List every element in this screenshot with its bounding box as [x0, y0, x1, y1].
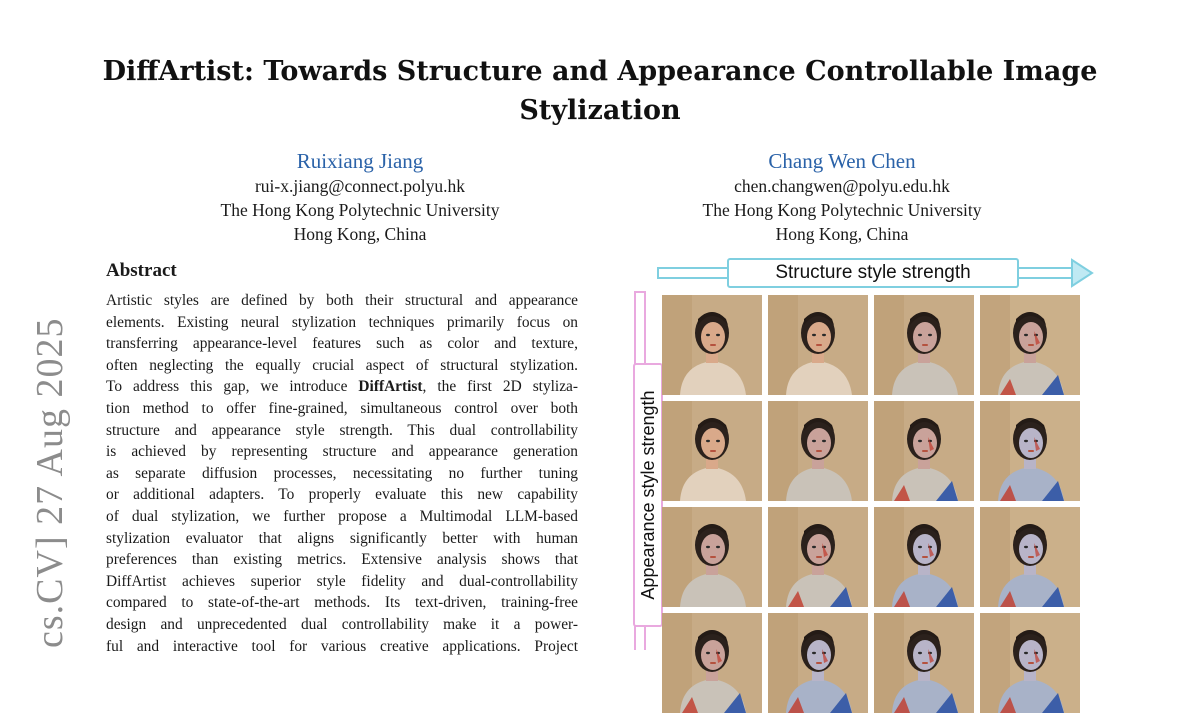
stylized-portrait: [662, 401, 762, 501]
abstract-line: compared to state-of-the-art methods. Its text-driven, training-free: [106, 594, 578, 612]
appearance-strength-label: Appearance style strength: [633, 363, 663, 627]
author-affiliation: The Hong Kong Polytechnic University: [702, 200, 982, 220]
abstract-line: elements. Existing neural stylization techniques primarily focus on: [106, 313, 578, 331]
structure-strength-label: Structure style strength: [727, 258, 1019, 288]
abstract-line: ful and interactive tool for various creative applications. Project: [106, 637, 578, 655]
abstract-line: is achieved by representing structure and appearance generation: [106, 443, 578, 461]
stylized-portrait: [874, 613, 974, 713]
author-email: rui-x.jiang@connect.polyu.hk: [254, 176, 466, 196]
abstract-line: transferring appearance-level features such as color and texture,: [106, 335, 578, 353]
abstract-heading: Abstract: [106, 260, 177, 281]
author-block-1: [160, 148, 560, 246]
stylization-grid: [662, 295, 1080, 713]
abstract-line: To address this gap, we introduce DiffArtist, the first 2D styliza-: [106, 378, 578, 396]
stylized-portrait: [874, 295, 974, 395]
stylized-portrait: [874, 401, 974, 501]
abstract-line: or additional adapters. To properly evaluate this new capability: [106, 486, 578, 504]
abstract-line: structure and appearance style strength. This dual controllability: [106, 421, 578, 439]
abstract-line: design and unprecedented dual controllability make it a power-: [106, 615, 578, 633]
stylized-portrait: [662, 613, 762, 713]
abstract-line: preferences than existing metrics. Extensive analysis shows that: [106, 551, 578, 569]
stylized-portrait: [874, 507, 974, 607]
abstract-line: as separate diffusion processes, necessitating no further tuning: [106, 464, 578, 482]
stylized-portrait: [980, 295, 1080, 395]
stylized-portrait: [768, 613, 868, 713]
stylized-portrait: [980, 613, 1080, 713]
stylized-portrait: [980, 507, 1080, 607]
stylized-portrait: [662, 295, 762, 395]
paper-title: DiffArtist: Towards Structure and Appearance Controllable Image Stylization: [102, 56, 1098, 126]
abstract-line: Artistic styles are defined by both their structural and appearance: [106, 292, 578, 309]
author-block-2: [642, 148, 1042, 246]
author-location: Hong Kong, China: [775, 224, 909, 244]
abstract-body: [106, 290, 578, 657]
stylized-portrait: [980, 401, 1080, 501]
teaser-figure: [620, 250, 1120, 650]
stylized-portrait: [768, 507, 868, 607]
abstract-line: often neglecting the equally crucial aspect of structural stylization.: [106, 356, 578, 374]
author-location: Hong Kong, China: [293, 224, 427, 244]
author-name[interactable]: Chang Wen Chen: [768, 149, 916, 173]
abstract-line: DiffArtist achieves superior style fidelity and dual-controllability: [106, 572, 578, 590]
stylized-portrait: [768, 295, 868, 395]
author-name[interactable]: Ruixiang Jiang: [296, 149, 424, 173]
stylized-portrait: [768, 401, 868, 501]
abstract-line: stylization evaluator that aligns significantly better with human: [106, 529, 578, 547]
stylized-portrait: [662, 507, 762, 607]
author-affiliation: The Hong Kong Polytechnic University: [220, 200, 500, 220]
arxiv-stamp: cs.CV] 27 Aug 2025: [29, 317, 71, 648]
abstract-line: of dual stylization, we further propose a Multimodal LLM-based: [106, 507, 578, 525]
author-email: chen.changwen@polyu.edu.hk: [734, 176, 950, 196]
abstract-line: tion method to offer fine-grained, simultaneous control over both: [106, 399, 578, 417]
